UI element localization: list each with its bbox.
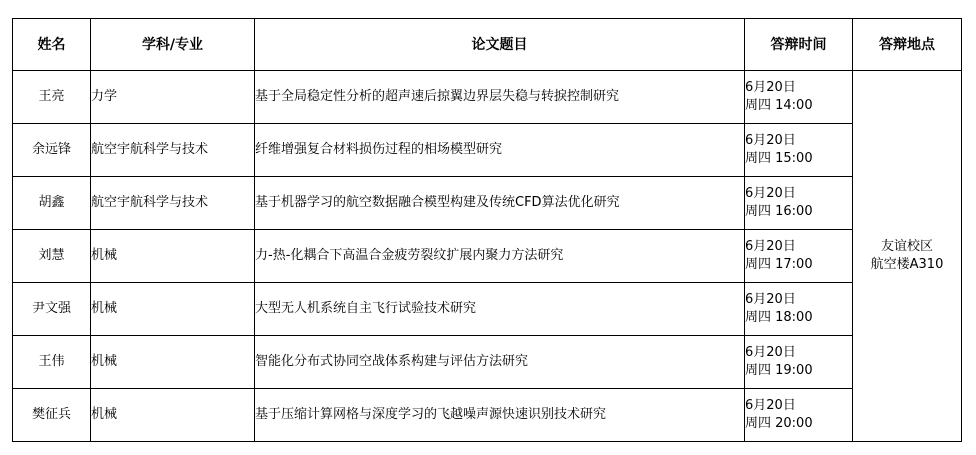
header-thesis-title: 论文题目 [255, 19, 745, 71]
defense-time [745, 230, 853, 283]
table-row [13, 71, 962, 124]
student-major: 机械 [91, 283, 255, 336]
defense-clock: 周四 14:00 [745, 98, 813, 113]
student-name: 王伟 [13, 336, 91, 389]
defense-date: 6月20日 [745, 345, 796, 360]
defense-time [745, 124, 853, 177]
defense-clock: 周四 17:00 [745, 257, 813, 272]
venue-campus: 友谊校区 [880, 239, 933, 254]
defense-date: 6月20日 [745, 398, 796, 413]
student-name: 尹文强 [13, 283, 91, 336]
defense-clock: 周四 15:00 [745, 151, 813, 166]
defense-time [745, 71, 853, 124]
thesis-title: 力-热-化耦合下高温合金疲劳裂纹扩展内聚力方法研究 [255, 230, 745, 283]
header-defense-venue: 答辩地点 [853, 19, 962, 71]
table-row [13, 230, 962, 283]
thesis-title: 基于全局稳定性分析的超声速后掠翼边界层失稳与转捩控制研究 [255, 71, 745, 124]
defense-clock: 周四 16:00 [745, 204, 813, 219]
defense-date: 6月20日 [745, 239, 796, 254]
student-major: 航空宇航科学与技术 [91, 177, 255, 230]
defense-date: 6月20日 [745, 186, 796, 201]
thesis-title: 基于压缩计算网格与深度学习的飞越噪声源快速识别技术研究 [255, 389, 745, 442]
defense-date: 6月20日 [745, 133, 796, 148]
venue-room: 航空楼A310 [870, 257, 944, 272]
defense-clock: 周四 19:00 [745, 363, 813, 378]
header-name: 姓名 [13, 19, 91, 71]
thesis-title: 基于机器学习的航空数据融合模型构建及传统CFD算法优化研究 [255, 177, 745, 230]
student-major: 机械 [91, 389, 255, 442]
student-name: 余远锋 [13, 124, 91, 177]
thesis-title: 智能化分布式协同空战体系构建与评估方法研究 [255, 336, 745, 389]
table-row [13, 336, 962, 389]
defense-date: 6月20日 [745, 80, 796, 95]
table-row [13, 124, 962, 177]
student-name: 樊征兵 [13, 389, 91, 442]
student-name: 王亮 [13, 71, 91, 124]
defense-time [745, 177, 853, 230]
student-major: 力学 [91, 71, 255, 124]
header-defense-time: 答辩时间 [745, 19, 853, 71]
defense-time [745, 389, 853, 442]
student-name: 刘慧 [13, 230, 91, 283]
defense-time [745, 336, 853, 389]
table-row [13, 389, 962, 442]
table-row [13, 177, 962, 230]
table-header-row [13, 19, 962, 71]
defense-venue [853, 71, 962, 442]
student-major: 机械 [91, 230, 255, 283]
thesis-title: 纤维增强复合材料损伤过程的相场模型研究 [255, 124, 745, 177]
defense-schedule-table [12, 18, 962, 442]
defense-clock: 周四 18:00 [745, 310, 813, 325]
thesis-title: 大型无人机系统自主飞行试验技术研究 [255, 283, 745, 336]
student-major: 航空宇航科学与技术 [91, 124, 255, 177]
table-row [13, 283, 962, 336]
defense-clock: 周四 20:00 [745, 416, 813, 431]
defense-date: 6月20日 [745, 292, 796, 307]
student-major: 机械 [91, 336, 255, 389]
student-name: 胡鑫 [13, 177, 91, 230]
header-major: 学科/专业 [91, 19, 255, 71]
defense-time [745, 283, 853, 336]
